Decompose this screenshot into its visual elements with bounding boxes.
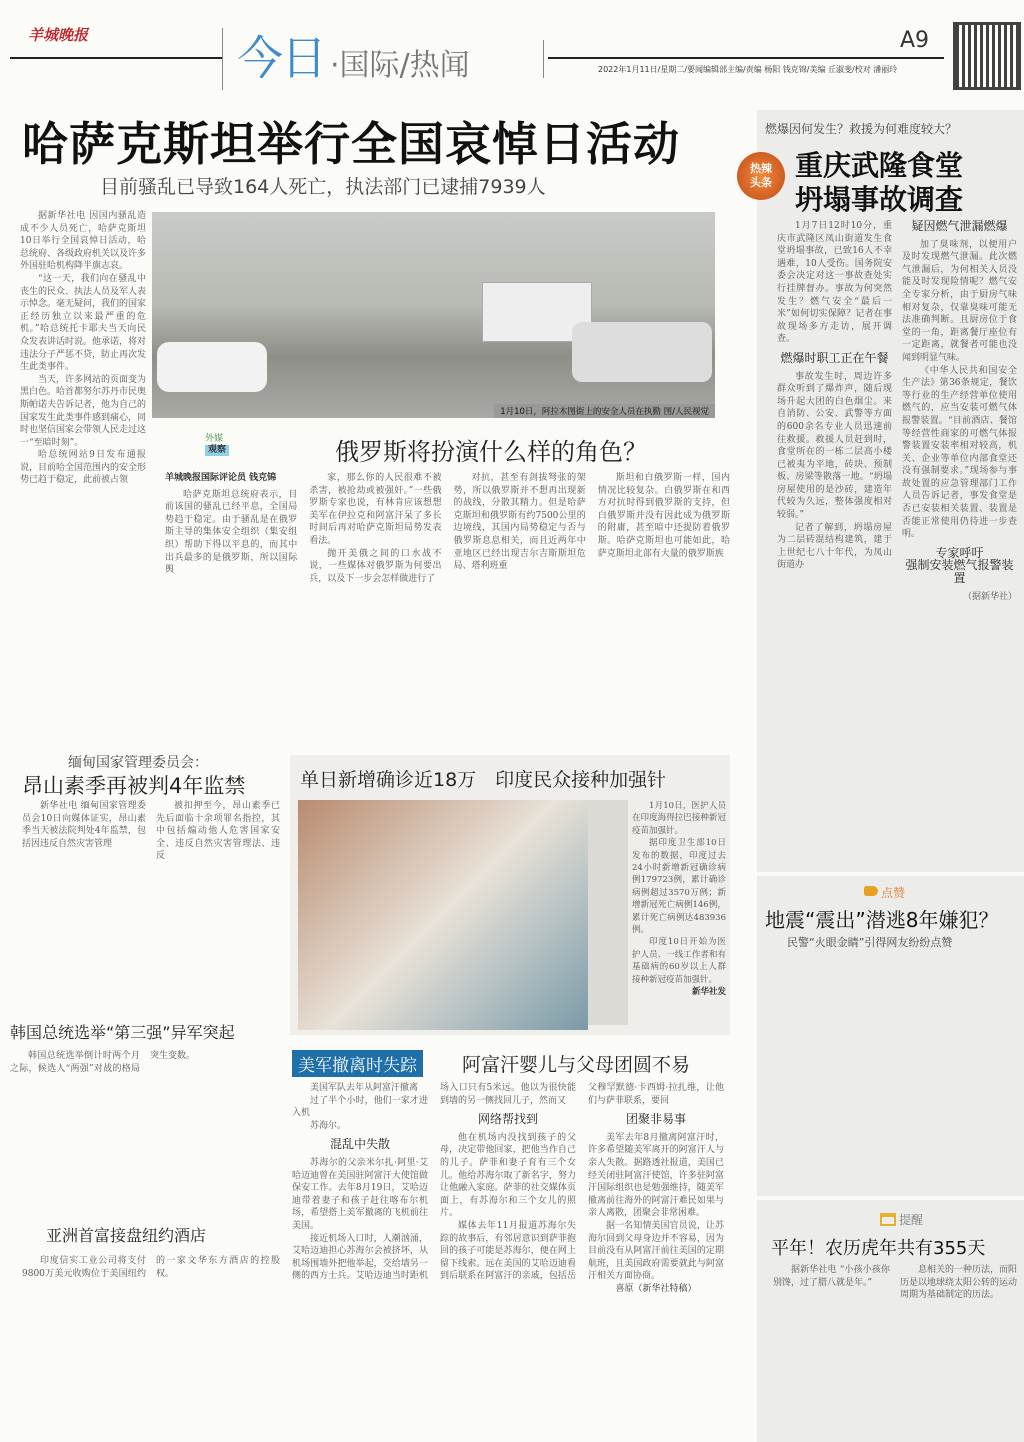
- quake-subheadline: 民警“火眼金睛”引得网友纷纷点赞: [787, 936, 953, 949]
- hotel-body: 印度信实工业公司将支付9800万美元收购位于美国纽约的一家文华东方酒店的控股权。: [22, 1256, 280, 1279]
- quake-tag: 点赞: [881, 886, 906, 900]
- korea-headline: 韩国总统选举“第三强”异军突起: [10, 1023, 235, 1042]
- commentary-headline: 俄罗斯将扮演什么样的角色？: [335, 438, 647, 466]
- lead-subheadline: 目前骚乱已导致164人死亡，执法部门已逮捕7939人: [100, 176, 546, 198]
- commentary-body: 羊城晚报国际评论员 钱克锦 哈萨克斯坦总统府表示，目前该国的骚乱已经平息，全国局势趋于稳定。由于骚乱是在俄罗斯主导的集体安全组织（集安组织）帮助下得以平息的，而其中出兵最多的是俄罗斯，所以国际舆 家，那么你的人民很难不被杀害，被抢劫或被强奸。”一些俄罗斯专家也说，有林肯应该想想美军在伊拉克和阿富汗呆了多长时间后再对哈萨克斯坦局势发表看法。 抛开美俄之间的口水战不说，一些媒体对俄罗斯为何要出兵，以及下一步会怎样做进行了 对抗，甚至有剑拔弩张的架势，所以俄罗斯并不想再出现新的战线，分散其精力。但是哈萨克斯坦和俄罗斯有约7500公里的边境线，其国内局势稳定与否与俄罗斯息息相关，而且近两年中亚地区已经出现吉尔吉斯斯坦危局、塔利班重 斯坦和白俄罗斯一样，国内情况比较复杂。白俄罗斯在和西方对抗时得到俄罗斯的支持，但白俄罗斯并没有因此成为俄罗斯的附庸，甚至暗中还提防着俄罗斯。哈萨克斯坦也可能如此，哈萨克斯坦北部有大量的俄罗斯族: [165, 473, 730, 584]
- afghan-body: 美国军队去年从阿富汗撤离 过了半个小时，他们一家才进入机 苏海尔。 混乱中失散 苏海尔的父亲米尔扎·阿里·艾哈迈迪曾在美国驻阿富汗大使馆做保安工作。去年8月19日，艾哈迈迪带着妻子和孩子赶往喀布尔机场，希望搭上美军撤离的飞机前往美国。 接近机场入口时，人潮汹涌，艾哈迈迪担心苏海尔会被挤坏，从机场围墙外把他举起，交给墙另一侧的西方士兵。艾哈迈迪当时距机场入口只有5米远。他以为很快能到墙的另一侧找回儿子，然而又 网络帮找到 他在机场内没找到孩子的父母，决定带他回家，把他当作自己的儿子。萨菲和妻子育有三个女儿。他给苏海尔取了新名字，努力让他融入家庭。萨菲的社交媒体页面上，有苏海尔和三个女儿的照片。 媒体去年11月报道苏海尔失踪的故事后，有邻居意识到萨菲抱回的孩子可能是苏海尔，便在网上留下线索。远在美国的艾哈迈迪看到后联系在阿富汗的亲戚，包括岳父穆罕默德·卡西姆·拉扎维，让他们与萨菲联系，要回 团聚非易事 美军去年8月撤离阿富汗时，许多希望随美军离开的阿富汗人与亲人失散。据路透社报道，美国已经关闭驻阿富汗使馆，许多驻阿富汗国际组织也是勉强维持，随美军撤离前往海外的阿富汗难民如果与亲人离散，团聚会非常困难。 据一名知情美国官员说，让苏海尔回到父母身边并不容易，因为目前没有从阿富汗前往美国的定期航班，且美国政府需要就此与阿富汗相关方面协商。 喜原（新华社特稿）: [292, 1083, 724, 1294]
- chongqing-body: 1月7日12时10分，重庆市武隆区凤山街道发生食堂坍塌事故，已致16人不幸遇难，10人受伤。国务院安委会决定对这一事故查处实行挂牌督办。事故为何突然发生？燃气安全“最后一米”如何切实保障？记者在事故现场多方走访，展开调查。 燃爆时职工正在午餐 事故发生时，周边许多群众听到了爆炸声，随后现场升起大团的白色烟尘。来自消防、公安、武警等方面的600余名专业人员迅速前往救援。救援人员赶到时，食堂所在的一栋二层高小楼已被夷为平地，砖块、预制板、房梁等散落一地。“坍塌房屋使用的是沙砖，建造年代较为久远，整体强度相对较弱。” 记者了解到，坍塌房屋为二层砖混结构建筑，建于上世纪七八十年代，为凤山街道办 疑因燃气泄漏燃爆 加了臭味剂，以便用户及时发现燃气泄漏。此次燃气泄漏后，为何相关人员没能及时发现险情呢？燃气安全专家分析，由于厨房气味相对复杂，仅靠臭味可能无法准确判断。且厨房位于食堂的一角，距离餐厅座位有一定距离，就餐者可能也没闻到明显气味。 《中华人民共和国安全生产法》第36条规定，餐饮等行业的生产经营单位使用燃气的，应当安装可燃气体报警装置。“目前酒店、餐馆等经营性商家的可燃气体报警装置安装率相对较高，机关、企业等单位内部食堂还没有强制要求。”现场参与事故处置的应急管理部门工作人员告诉记者，事发食堂是否已安装相关装置、装置是否能正常使用仍待进一步查明。 专家呼吁 强制安装燃气报警装置 （据新华社）: [777, 219, 1017, 602]
- credits-line: 2022年1月11日/星期二/要闻编辑部主编/责编 杨阳 钱克锦/美编 丘淑斐/校对 潘丽玲: [598, 65, 898, 74]
- myanmar-kicker: 缅甸国家管理委员会：: [68, 755, 208, 771]
- india-photo-2: [588, 800, 628, 1025]
- chongqing-subhead: 专家呼吁: [935, 545, 984, 560]
- qr-code[interactable]: [956, 25, 1018, 87]
- myanmar-body: 新华社电 缅甸国家管理委员会10日向媒体证实，昂山素季当天被法院判处4年监禁，包括因违反自然灾害管理 被扣押至今，昂山素季已先后面临十余项罪名指控，其中包括煽动他人危害国家安全、违反自然灾害管理法、违反: [22, 801, 280, 862]
- lunar-headline: 平年！农历虎年共有355天: [771, 1238, 986, 1259]
- newspaper-logo: 羊城晚报: [28, 26, 89, 44]
- lunar-box: [757, 1200, 1024, 1442]
- quake-headline: 地震“震出”潜逃8年嫌犯？: [765, 908, 999, 932]
- photo-caption: 1月10日，阿拉木图街上的安全人员在执勤 图/人民视觉: [494, 404, 715, 418]
- lunar-body: 据新华社电 “小孩小孩你别馋，过了腊八就是年。” 息相关的一种历法，而阳历是以地球绕太阳公转的运动周期为基础制定的历法。: [773, 1265, 1018, 1301]
- section-title: ·国际/热闻: [330, 48, 470, 83]
- lead-body: 据新华社电 因国内骚乱造成不少人员死亡，哈萨克斯坦10日举行全国哀悼日活动，哈总统府、各级政府机关以及许多外国驻哈机构降半旗志哀。 “这一天，我们向在骚乱中丧生的民众、执法人员及军人表示悼念。毫无疑问，我们的国家正经历独立以来最严重的危机。”哈总统托卡耶夫当天向民众发表讲话时说。他承诺，将对违法分子严惩不贷，防止再次发生此类事件。 当天，许多网站的页面变为黑白色。哈首都努尔苏丹市民奥斯帕诺夫告诉记者，他为自己的国家发生此类事件感到痛心，同时也坚信国家会带领人民走过这一“至暗时刻”。 哈总统网站9日发布通报说，目前哈全国范围内的安全形势已趋于稳定，此前被占领: [20, 211, 146, 486]
- chongqing-headline-1: 重庆武隆食堂: [795, 149, 964, 182]
- chongqing-subhead: 强制安装燃气报警装置: [905, 558, 1014, 586]
- afghan-tag: 美军撤离时失踪: [292, 1050, 423, 1077]
- india-headline: 单日新增确诊近18万 印度民众接种加强针: [300, 769, 667, 791]
- hotel-headline: 亚洲首富接盘纽约酒店: [46, 1226, 207, 1245]
- quake-box: [757, 876, 1024, 1196]
- commentary-tag: 外媒 观察: [205, 434, 229, 456]
- thumbs-up-icon: [864, 886, 878, 896]
- india-box: [290, 755, 730, 1035]
- india-photo: [298, 800, 588, 1030]
- india-caption: 1月10日，医护人员在印度海得拉巴接种新冠疫苗加强针。 据印度卫生部10日发布的数据，印度过去24小时新增新冠确诊病例179723例，累计确诊病例超过3570万例；新增新冠死亡病例146例，累计死亡病例达483936例。 印度10日开始为医护人员、一线工作者和有基础病的60岁以上人群接种新冠疫苗加强针。 新华社发: [632, 801, 726, 998]
- korea-body: 韩国总统选举倒计时两个月之际，候选人“两强”对战的格局突生变数。: [10, 1051, 196, 1074]
- afghan-subhead: 混乱中失散: [329, 1137, 390, 1152]
- chongqing-kicker: 燃爆因何发生？救援为何难度较大？: [765, 122, 958, 136]
- afghan-headline: 阿富汗婴儿与父母团圆不易: [462, 1054, 691, 1076]
- afghan-subhead: 网络帮找到: [477, 1112, 538, 1127]
- chongqing-headline-2: 坍塌事故调查: [795, 183, 964, 216]
- chongqing-box: [750, 110, 1024, 872]
- chongqing-subhead: 燃爆时职工正在午餐: [780, 350, 889, 365]
- page-number: A9: [900, 28, 930, 53]
- lead-photo: [152, 212, 715, 418]
- myanmar-headline: 昂山素季再被判4年监禁: [22, 774, 246, 798]
- masthead: [0, 0, 1024, 85]
- lead-headline: 哈萨克斯坦举行全国哀悼日活动: [22, 117, 680, 171]
- lunar-tag: 提醒: [899, 1213, 924, 1227]
- section-title-big: 今日: [237, 31, 325, 85]
- credit: （据新华社）: [962, 591, 1017, 602]
- hot-badge: 热辣头条: [737, 152, 785, 200]
- credit: 喜原（新华社特稿）: [615, 1283, 697, 1294]
- chongqing-subhead: 疑因燃气泄漏燃爆: [911, 219, 1008, 233]
- afghan-subhead: 团聚非易事: [625, 1112, 686, 1127]
- calendar-icon: [880, 1213, 896, 1226]
